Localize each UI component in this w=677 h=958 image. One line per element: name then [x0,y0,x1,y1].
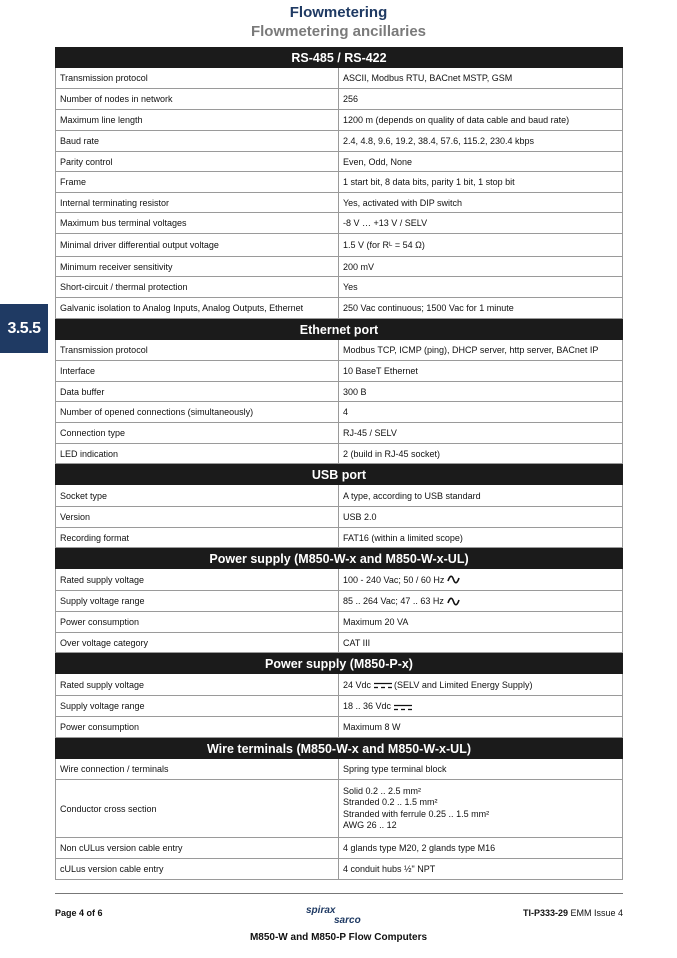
spec-value [339,213,622,233]
spec-row [55,402,623,423]
spec-row [55,423,623,444]
spec-value-text: 1.5 V (for R [343,240,390,250]
spec-row [55,674,623,696]
spec-label: Minimal driver differential output voltage [56,234,339,256]
spec-value-line: AWG 26 .. 12 [343,819,397,830]
spec-value [339,277,622,297]
spec-row [55,507,623,528]
spec-row [55,89,623,110]
spec-label: Recording format [56,528,339,547]
spec-value [339,172,622,192]
spec-label: Transmission protocol [56,340,339,360]
spec-value-text: 18 .. 36 Vdc [343,701,392,711]
spec-value-text: A type, according to USB standard [343,490,481,501]
spec-label: cULus version cable entry [56,859,339,879]
spec-value-text: 10 BaseT Ethernet [343,366,418,376]
spec-value [339,485,622,506]
spec-value [339,423,622,443]
spec-label: Over voltage category [56,633,339,652]
spec-label: Parity control [56,152,339,171]
spec-label: Maximum line length [56,110,339,130]
spec-label: Wire connection / terminals [56,759,339,779]
spec-row [55,838,623,859]
spec-value-text: CAT III [343,637,371,648]
spec-value-text: Yes, activated with DIP switch [343,197,463,208]
spec-row [55,696,623,717]
page-number: Page 4 of 6 [55,908,103,918]
spec-value-line: Solid 0.2 .. 2.5 mm² [343,785,422,796]
spec-value-text: 256 [343,94,359,104]
ac-symbol-icon [447,575,460,584]
spec-value-text: RJ-45 / SELV [343,428,397,438]
spec-label: Baud rate [56,131,339,151]
spec-label: LED indication [56,444,339,463]
spec-value-text: ASCII, Modbus RTU, BACnet MSTP, GSM [343,73,513,83]
spec-label: Maximum bus terminal voltages [56,213,339,233]
spec-row [55,257,623,277]
spec-row [55,612,623,633]
spec-value [339,507,622,527]
spec-label: Frame [56,172,339,192]
spec-row [55,68,623,89]
spec-row [55,444,623,464]
spec-value-text: Yes [343,282,358,292]
spec-row [55,528,623,548]
spec-label: Conductor cross section [56,780,339,837]
spec-value [339,780,622,837]
spec-label: Rated supply voltage [56,569,339,590]
spec-value-text: 1 start bit, 8 data bits, parity 1 bit, 1 stop bit [343,177,515,187]
spec-row [55,340,623,361]
spec-label: Power consumption [56,717,339,737]
spec-value [339,402,622,422]
dc-symbol-icon [374,681,392,688]
spec-value [339,89,622,109]
spec-label: Data buffer [56,382,339,401]
spec-value-text: Modbus TCP, ICMP (ping), DHCP server, http server, BACnet IP [343,345,599,355]
section-tab: 3.5.5 [0,304,48,353]
footer-rule [55,893,623,894]
spec-value [339,193,622,212]
section-header: Wire terminals (M850-W-x and M850-W-x-UL) [55,738,623,759]
spec-value [339,759,622,779]
spec-value-text: FAT16 (within a limited scope) [343,532,463,543]
document-reference [523,908,623,918]
spec-label: Non cULus version cable entry [56,838,339,858]
spec-value [339,612,622,632]
spec-value-text: USB 2.0 [343,512,377,522]
spec-value-text: 250 Vac continuous; 1500 Vac for 1 minute [343,303,514,313]
spec-label: Short-circuit / thermal protection [56,277,339,297]
spec-value [339,591,622,611]
spec-value-text: 300 B [343,386,367,397]
section-header: Power supply (M850-P-x) [55,653,623,674]
spec-value [339,340,622,360]
spec-label: Supply voltage range [56,696,339,716]
spec-row [55,759,623,780]
header-title: Flowmetering [289,4,388,21]
spec-row [55,780,623,838]
spec-label: Version [56,507,339,527]
spec-label: Socket type [56,485,339,506]
spec-value-text: 4 conduit hubs ½" NPT [343,864,436,874]
spec-value-text: 4 [343,407,349,417]
spec-value [339,361,622,381]
spec-value [339,152,622,171]
spec-value-text: 1200 m (depends on quality of data cable and baud rate) [343,115,570,125]
spec-row [55,633,623,653]
spec-value-text: Spring type terminal block [343,764,447,774]
spec-row [55,361,623,382]
spec-row [55,213,623,234]
spec-row [55,591,623,612]
spec-row [55,485,623,507]
spec-value-tail: (SELV and Limited Energy Supply) [394,679,533,690]
spec-row [55,569,623,591]
spec-label: Power consumption [56,612,339,632]
spec-row [55,131,623,152]
spec-value-line: Stranded 0.2 .. 1.5 mm² [343,797,438,808]
spec-label: Internal terminating resistor [56,193,339,212]
spec-value [339,234,622,256]
spec-value [339,717,622,737]
spec-value-text: Even, Odd, None [343,156,413,167]
spec-label: Connection type [56,423,339,443]
logo-text-top: spirax [306,905,336,916]
logo-text-bottom: sarco [334,915,361,926]
spec-value [339,674,622,695]
section-header: RS-485 / RS-422 [55,47,623,68]
spec-label: Supply voltage range [56,591,339,611]
spec-value-text: -8 V … +13 V / SELV [343,218,428,228]
spec-value-text: 4 glands type M20, 2 glands type M16 [343,843,496,853]
spec-label: Rated supply voltage [56,674,339,695]
spec-value [339,633,622,652]
spec-value-text: Maximum 20 VA [343,617,409,627]
spec-value-text: 100 - 240 Vac; 50 / 60 Hz [343,574,445,585]
spec-label: Transmission protocol [56,68,339,88]
spec-row [55,152,623,172]
spec-row [55,298,623,319]
spec-value-text: 85 .. 264 Vac; 47 .. 63 Hz [343,596,444,606]
section-header: Ethernet port [55,319,623,340]
spec-value [339,838,622,858]
spec-table [55,47,623,880]
spec-label: Galvanic isolation to Analog Inputs, Analog Outputs, Ethernet [56,298,339,318]
spirax-sarco-logo [306,905,374,927]
spec-value [339,859,622,879]
spec-value [339,696,622,716]
spec-value [339,528,622,547]
spec-value-text: 24 Vdc [343,679,372,690]
spec-label: Interface [56,361,339,381]
spec-value [339,110,622,130]
spec-row [55,193,623,213]
document-issue: EMM Issue 4 [567,908,623,918]
document-code: TI-P333-29 [522,908,568,918]
product-name: M850-W and M850-P Flow Computers [249,932,428,943]
ac-symbol-icon [447,597,460,606]
section-header: Power supply (M850-W-x and M850-W-x-UL) [55,548,623,569]
spec-value [339,382,622,401]
spec-value-text: 2 (build in RJ-45 socket) [343,448,441,459]
spec-row [55,172,623,193]
spec-value [339,444,622,463]
spec-value [339,131,622,151]
dc-symbol-icon [394,703,412,710]
spec-label: Minimum receiver sensitivity [56,257,339,276]
spec-row [55,382,623,402]
spec-row [55,234,623,257]
spec-value-text: 2.4, 4.8, 9.6, 19.2, 38.4, 57.6, 115.2, 230.4 kbps [343,136,534,146]
spec-value-subscript: L [389,242,393,248]
spec-row [55,859,623,880]
spec-value-tail: = 54 Ω) [392,240,425,250]
spec-value [339,257,622,276]
spec-label: Number of opened connections (simultaneously) [56,402,339,422]
spec-value [339,68,622,88]
section-header: USB port [55,464,623,485]
spec-value [339,569,622,590]
spec-label: Number of nodes in network [56,89,339,109]
spec-row [55,110,623,131]
spec-value-text: Maximum 8 W [343,722,401,732]
spec-value [339,298,622,318]
spec-row [55,277,623,298]
spec-value-text: 200 mV [343,261,375,272]
spec-row [55,717,623,738]
spec-value-line: Stranded with ferrule 0.25 .. 1.5 mm² [343,808,490,819]
header-subtitle: Flowmetering ancillaries [250,23,427,40]
